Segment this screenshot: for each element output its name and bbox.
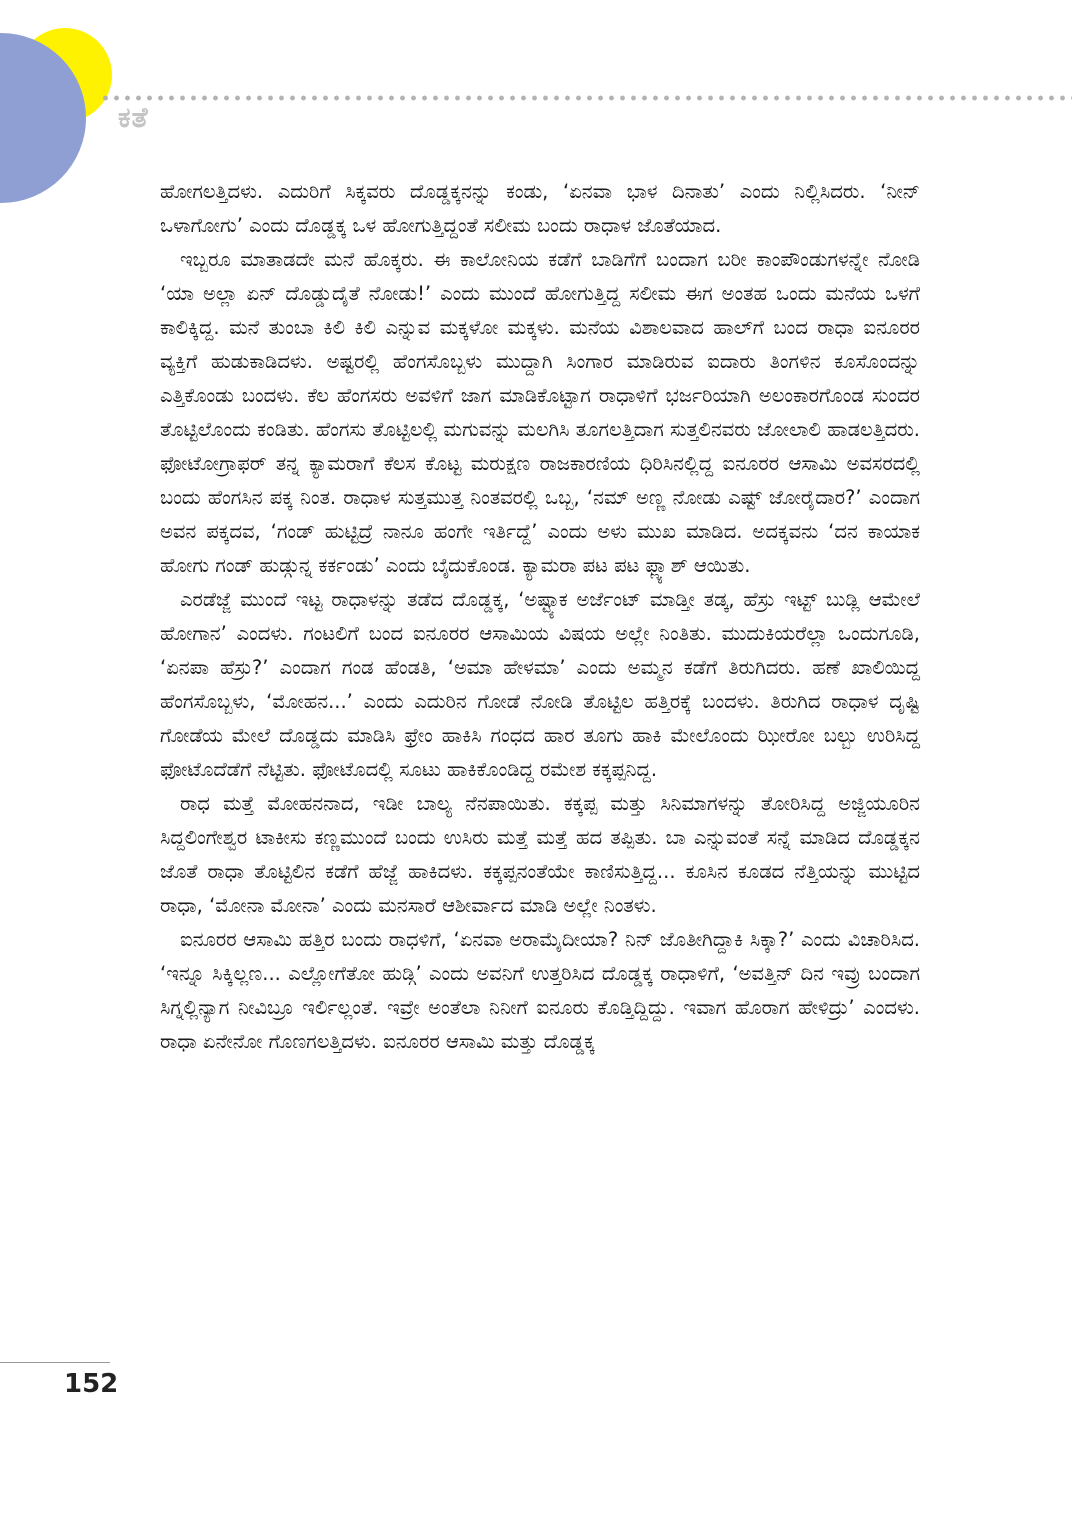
paragraph-1: ಹೋಗಲತ್ತಿದಳು. ಎದುರಿಗೆ ಸಿಕ್ಕವರು ದೊಡ್ಡಕ್ಕನನ್ನು ಕಂಡು, ‘ಏನವಾ ಭಾಳ ದಿನಾತು’ ಎಂದು ನಿಲ್ಲಿಸಿದರು. ‘ನೀನ್ ಒಳಾಗೋಗು’ ಎಂದು ದೊಡ್ಡಕ್ಕ ಒಳ ಹೋಗುತ್ತಿದ್ದಂತೆ ಸಲೀಮ ಬಂದು ರಾಧಾಳ ಜೊತೆಯಾದ. <box>160 180 920 237</box>
dotted-header-rule <box>100 95 1072 101</box>
page-number: 152 <box>64 1369 119 1399</box>
paragraph-3: ಎರಡೆಜ್ಜೆ ಮುಂದೆ ಇಟ್ಟ ರಾಧಾಳನ್ನು ತಡೆದ ದೊಡ್ಡಕ್ಕ, ‘ಅಷ್ಟ್ಯಾಕ ಅರ್ಜೆಂಟ್ ಮಾಡ್ತೀ ತಡ್ಕ, ಹೆಸ್ರು ಇಟ್ಟ್ ಬುಡ್ಲಿ ಆಮೇಲೆ ಹೋಗಾನ’ ಎಂದಳು. ಗಂಟಲಿಗೆ ಬಂದ ಐನೂರರ ಆಸಾಮಿಯ ವಿಷಯ ಅಲ್ಲೇ ನಿಂತಿತು. ಮುದುಕಿಯರೆಲ್ಲಾ ಒಂದುಗೂಡಿ, ‘ಏನಪಾ ಹೆಸ್ರು?’ ಎಂದಾಗ ಗಂಡ ಹೆಂಡತಿ, ‘ಅಮಾ ಹೇಳಮಾ’ ಎಂದು ಅಮ್ಮನ ಕಡೆಗೆ ತಿರುಗಿದರು. ಹಣೆ ಖಾಲಿಯಿದ್ದ ಹೆಂಗಸೊಬ್ಬಳು, ‘ಮೋಹನ...’ ಎಂದು ಎದುರಿನ ಗೋಡೆ ನೋಡಿ ತೊಟ್ಟಿಲ ಹತ್ತಿರಕ್ಕೆ ಬಂದಳು. ತಿರುಗಿದ ರಾಧಾಳ ದೃಷ್ಟಿ ಗೋಡೆಯ ಮೇಲೆ ದೊಡ್ಡದು ಮಾಡಿಸಿ ಫ್ರೇಂ ಹಾಕಿಸಿ ಗಂಧದ ಹಾರ ತೂಗು ಹಾಕಿ ಮೇಲೊಂದು ಝೀರೋ ಬಲ್ಬು ಉರಿಸಿದ್ದ ಫೋಟೊದೆಡೆಗೆ ನೆಟ್ಟಿತು. ಫೋಟೊದಲ್ಲಿ ಸೂಟು ಹಾಕಿಕೊಂಡಿದ್ದ ರಮೇಶ ಕಕ್ಕಪ್ಪನಿದ್ದ. <box>160 588 920 781</box>
story-body <box>160 175 920 1059</box>
paragraph-4: ರಾಧ ಮತ್ತೆ ಮೋಹನನಾದ, ಇಡೀ ಬಾಲ್ಯ ನೆನಪಾಯಿತು. ಕಕ್ಕಪ್ಪ ಮತ್ತು ಸಿನಿಮಾಗಳನ್ನು ತೋರಿಸಿದ್ದ ಅಜ್ಜಿಯೂರಿನ ಸಿದ್ದಲಿಂಗೇಶ್ವರ ಟಾಕೀಸು ಕಣ್ಣಮುಂದೆ ಬಂದು ಉಸಿರು ಮತ್ತೆ ಮತ್ತೆ ಹದ ತಪ್ಪಿತು. ಬಾ ಎನ್ನುವಂತೆ ಸನ್ನೆ ಮಾಡಿದ ದೊಡ್ಡಕ್ಕನ ಜೊತೆ ರಾಧಾ ತೊಟ್ಟಿಲಿನ ಕಡೆಗೆ ಹೆಜ್ಜೆ ಹಾಕಿದಳು. ಕಕ್ಕಪ್ಪನಂತೆಯೇ ಕಾಣಿಸುತ್ತಿದ್ದ... ಕೂಸಿನ ಕೂಡದ ನೆತ್ತಿಯನ್ನು ಮುಟ್ಟಿದ ರಾಧಾ, ‘ಮೋನಾ ಮೋನಾ’ ಎಂದು ಮನಸಾರೆ ಆಶೀರ್ವಾದ ಮಾಡಿ ಅಲ್ಲೇ ನಿಂತಳು. <box>160 792 920 917</box>
section-label: ಕತೆ <box>118 101 149 134</box>
paragraph-2: ಇಬ್ಬರೂ ಮಾತಾಡದೇ ಮನೆ ಹೊಕ್ಕರು. ಈ ಕಾಲೋನಿಯ ಕಡೆಗೆ ಬಾಡಿಗೆಗೆ ಬಂದಾಗ ಬರೀ ಕಾಂಪೌಂಡುಗಳನ್ನೇ ನೋಡಿ ‘ಯಾ ಅಲ್ಲಾ ಏನ್ ದೊಡ್ಡುದೈತೆ ನೋಡು!’ ಎಂದು ಮುಂದೆ ಹೋಗುತ್ತಿದ್ದ ಸಲೀಮ ಈಗ ಅಂತಹ ಒಂದು ಮನೆಯ ಒಳಗೆ ಕಾಲಿಕ್ಕಿದ್ದ. ಮನೆ ತುಂಬಾ ಕಿಲಿ ಕಿಲಿ ಎನ್ನುವ ಮಕ್ಕಳೋ ಮಕ್ಕಳು. ಮನೆಯ ವಿಶಾಲವಾದ ಹಾಲ್‌ಗೆ ಬಂದ ರಾಧಾ ಐನೂರರ ವ್ಯಕ್ತಿಗೆ ಹುಡುಕಾಡಿದಳು. ಅಷ್ಟರಲ್ಲಿ ಹೆಂಗಸೊಬ್ಬಳು ಮುದ್ದಾಗಿ ಸಿಂಗಾರ ಮಾಡಿರುವ ಐದಾರು ತಿಂಗಳಿನ ಕೂಸೊಂದನ್ನು ಎತ್ತಿಕೊಂಡು ಬಂದಳು. ಕೆಲ ಹೆಂಗಸರು ಅವಳಿಗೆ ಜಾಗ ಮಾಡಿಕೊಟ್ಟಾಗ ರಾಧಾಳಿಗೆ ಭರ್ಜರಿಯಾಗಿ ಅಲಂಕಾರಗೊಂಡ ಸುಂದರ ತೊಟ್ಟಿಲೊಂದು ಕಂಡಿತು. ಹೆಂಗಸು ತೊಟ್ಟಿಲಲ್ಲಿ ಮಗುವನ್ನು ಮಲಗಿಸಿ ತೂಗಲತ್ತಿದಾಗ ಸುತ್ತಲಿನವರು ಜೋಲಾಲಿ ಹಾಡಲತ್ತಿದರು. ಫೋಟೋಗ್ರಾಫರ್ ತನ್ನ ಕ್ಯಾಮರಾಗೆ ಕೆಲಸ ಕೊಟ್ಟ ಮರುಕ್ಷಣ ರಾಜಕಾರಣಿಯ ಧಿರಿಸಿನಲ್ಲಿದ್ದ ಐನೂರರ ಆಸಾಮಿ ಅವಸರದಲ್ಲಿ ಬಂದು ಹೆಂಗಸಿನ ಪಕ್ಕ ನಿಂತ. ರಾಧಾಳ ಸುತ್ತಮುತ್ತ ನಿಂತವರಲ್ಲಿ ಒಬ್ಬ, ‘ನಮ್ ಅಣ್ಣ ನೋಡು ಎಷ್ಟ್ ಜೋರೈದಾರ?’ ಎಂದಾಗ ಅವನ ಪಕ್ಕದವ, ‘ಗಂಡ್ ಹುಟ್ಟಿದ್ರೆ ನಾನೂ ಹಂಗೇ ಇರ್ತಿದ್ದೆ’ ಎಂದು ಅಳು ಮುಖ ಮಾಡಿದ. ಅದಕ್ಕವನು ‘ದನ ಕಾಯಾಕ ಹೋಗು ಗಂಡ್ ಹುಡ್ಗುನ್ನ ಕರ್ಕಂಡು’ ಎಂದು ಬೈದುಕೊಂಡ. ಕ್ಯಾಮರಾ ಪಟ ಪಟ ಫ್ಲ್ಯಾಶ್ ಆಯಿತು. <box>160 248 920 577</box>
paragraph-5: ಐನೂರರ ಆಸಾಮಿ ಹತ್ತಿರ ಬಂದು ರಾಧಳಿಗೆ, ‘ಏನವಾ ಅರಾಮೈದೀಯಾ? ನಿನ್ ಜೊತೀಗಿದ್ದಾಕಿ ಸಿಕ್ಕಾ?’ ಎಂದು ವಿಚಾರಿಸಿದ. ‘ಇನ್ನೂ ಸಿಕ್ಕಿಲ್ಲಣ... ಎಲ್ಲೋಗೆತೋ ಹುಡ್ಗಿ’ ಎಂದು ಅವನಿಗೆ ಉತ್ತರಿಸಿದ ದೊಡ್ಡಕ್ಕ ರಾಧಾಳಿಗೆ, ‘ಅವತ್ತಿನ್ ದಿನ ಇವ್ರು ಬಂದಾಗ ಸಿಗ್ನಲ್ಲಿನ್ಯಾಗ ನೀವಿಬ್ರೂ ಇರ್ಲಿಲ್ಲಂತೆ. ಇವ್ರೇ ಅಂತೆಲಾ ನಿನೀಗೆ ಐನೂರು ಕೊಡ್ತಿದ್ದಿದ್ದು. ಇವಾಗ ಹೊರಾಗ ಹೇಳಿದ್ರು’ ಎಂದಳು. ರಾಧಾ ಏನೇನೋ ಗೊಣಗಲತ್ತಿದಳು. ಐನೂರರ ಆಸಾಮಿ ಮತ್ತು ದೊಡ್ಡಕ್ಕ <box>160 928 920 1053</box>
footer-rule <box>0 1362 110 1363</box>
